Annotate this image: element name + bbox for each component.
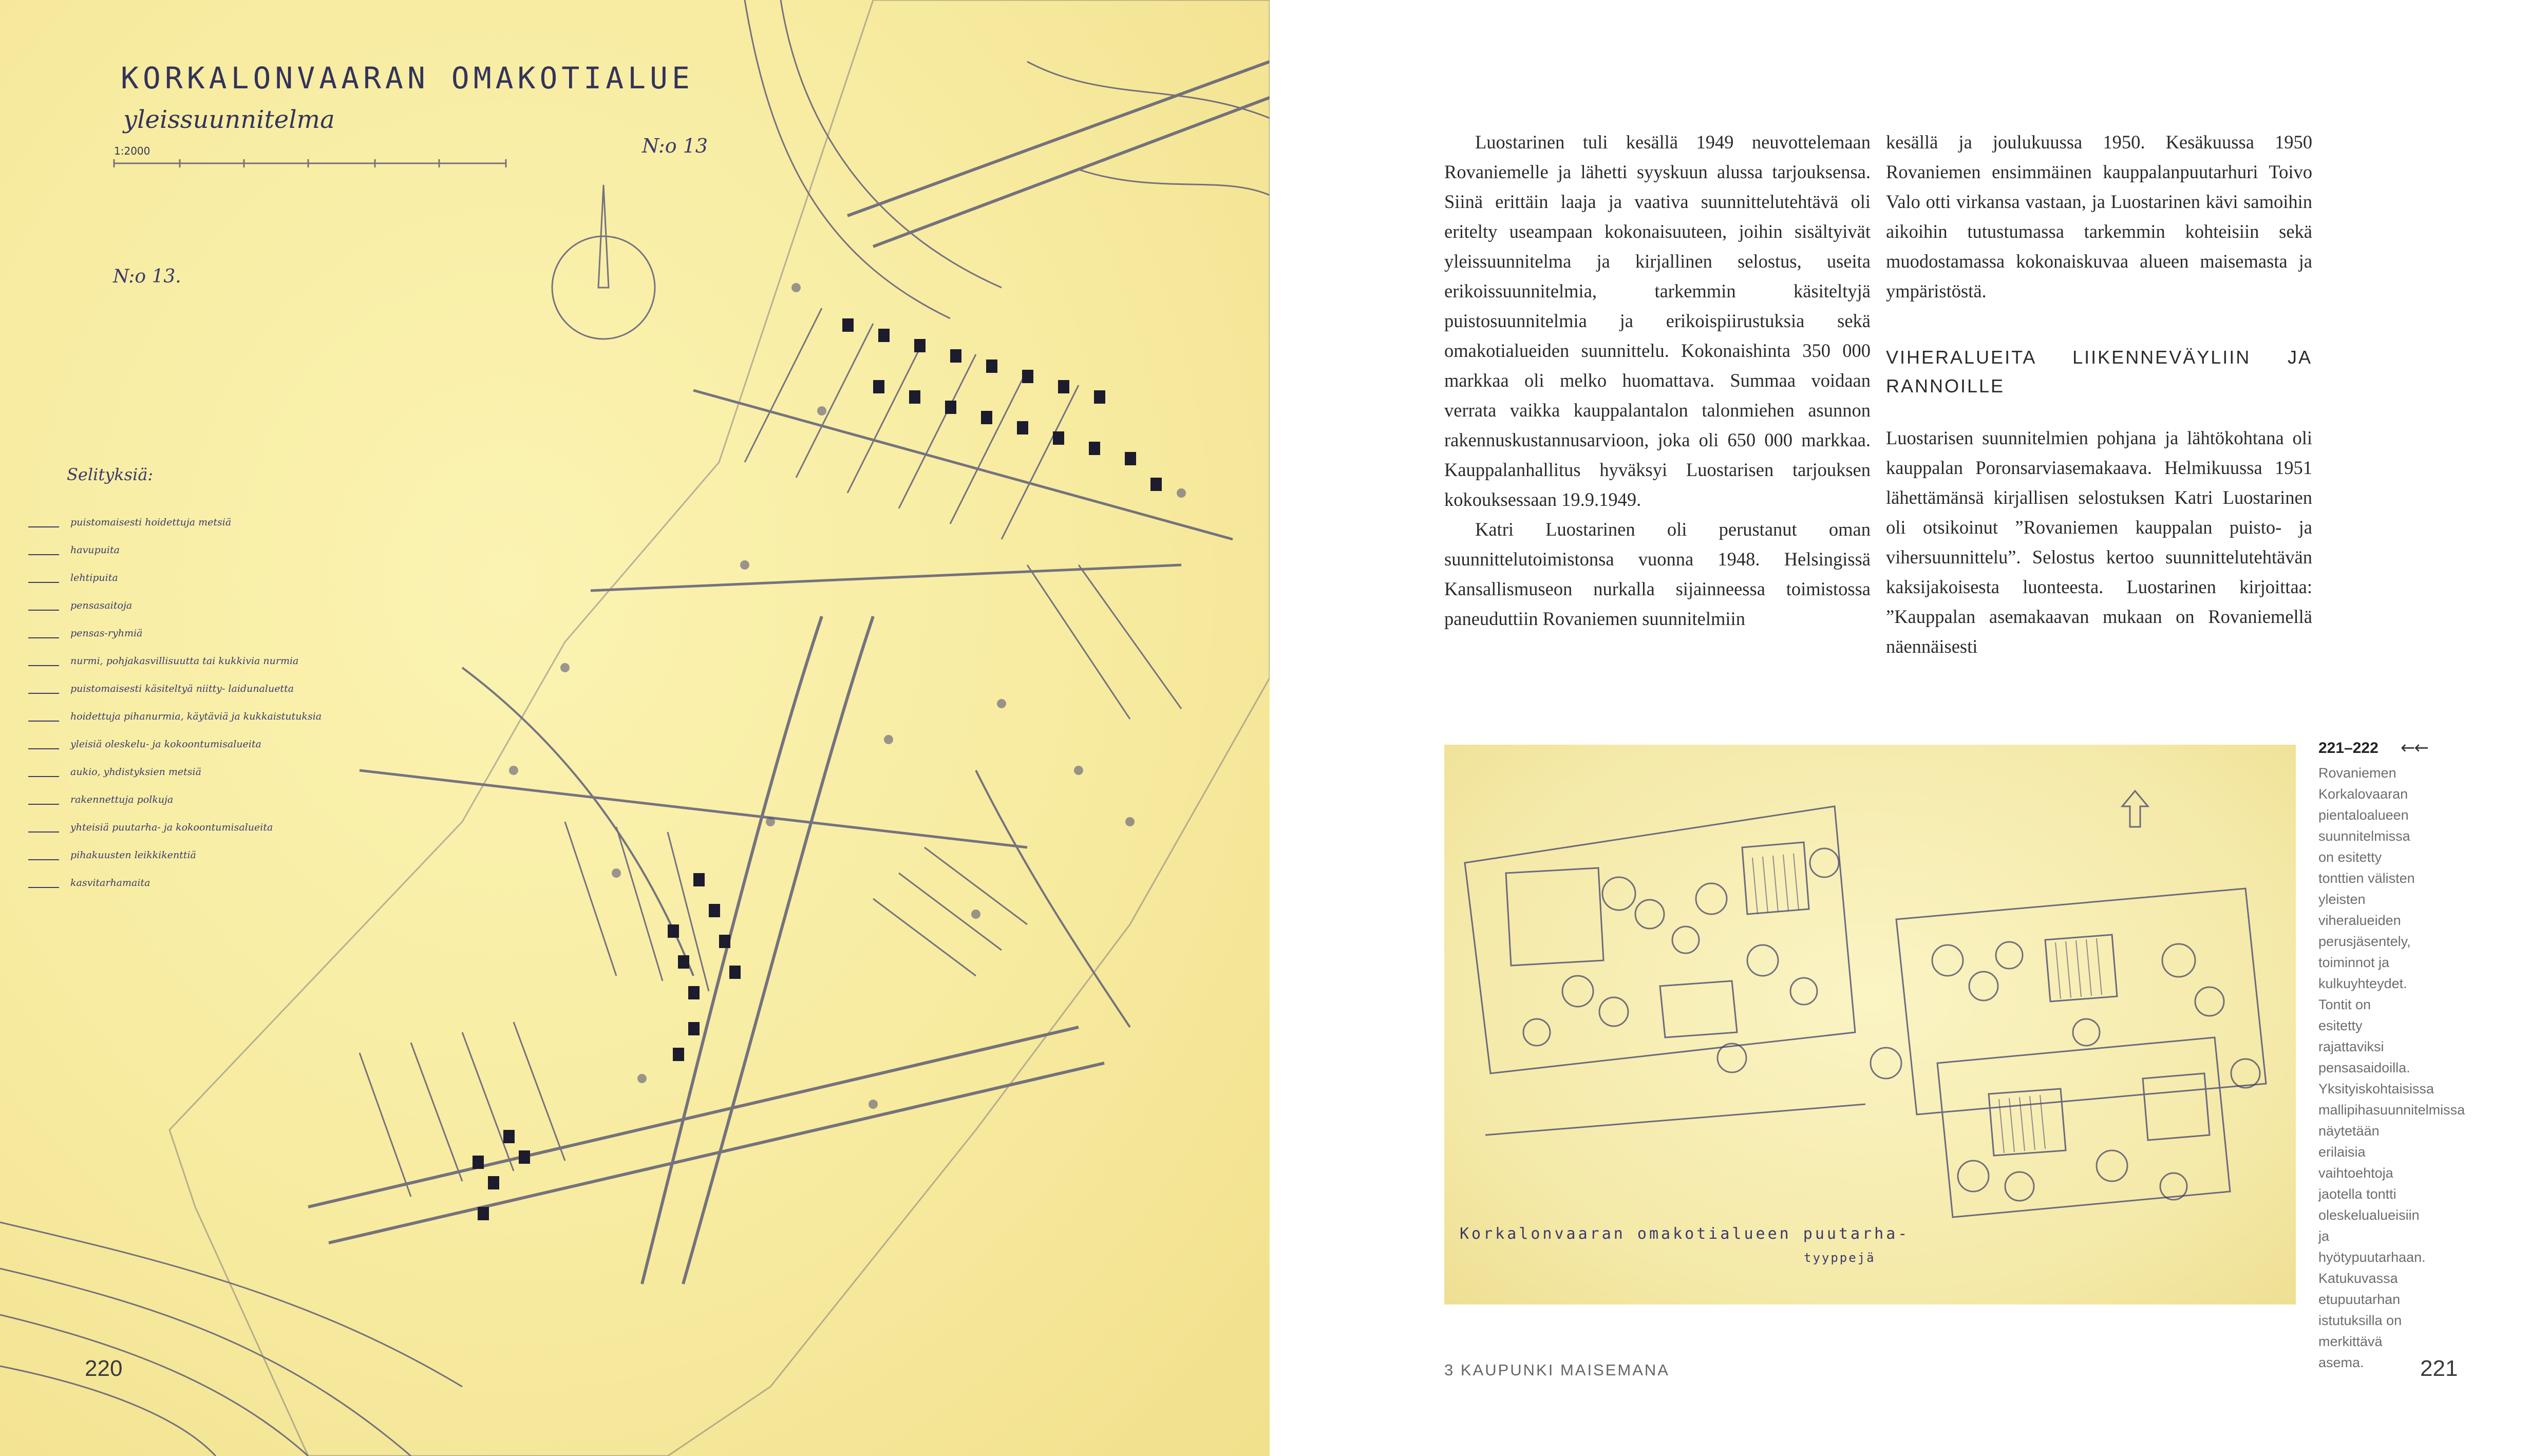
legend-item: pihakuusten leikkikenttiä bbox=[28, 841, 439, 869]
paragraph: Luostarinen tuli kesällä 1949 neuvottelemaan Rovaniemelle ja lähetti syyskuun alussa tarjouksensa. Siinä erittäin laaja ja vaativa suunnittelutehtävä oli eritelty useampaan kokonaisuuteen, joihin sisältyivät yleissuunnitelma ja kirjallinen selostus, useita erikoissuunnitelmia, tarkemmin käsiteltyjä puistosuunnitelmia ja erikoispiirustuksia sekä omakotialueiden suunnittelu. Kokonaishinta 350 000 markkaa oli melko huomattava. Summaa voidaan verrata vaikka kauppalantalon talonmiehen asunnon rakennuskustannusarvioon, joka oli 650 000 markkaa. Kauppalanhallitus hyväksyi Luostarisen tarjouksen kokouksessaan 19.9.1949. bbox=[1444, 131, 1871, 510]
legend-symbol bbox=[28, 878, 59, 888]
running-footer: 3 KAUPUNKI MAISEMANA bbox=[1444, 1361, 1670, 1379]
left-arrows-icon: ←← bbox=[2401, 738, 2428, 758]
figure-caption: Rovaniemen Korkalovaaran pientaloalueen suunnitelmissa on esitetty tonttien välisten yleisten viheralueiden perusjäsentely, toiminnot ja kulkuyhteydet. Tontit on esitetty rajattaviksi pensasaidoilla. Yksityiskohtaisissa mallipihasuunnitelmissa näytetään erilaisia vaihtoehtoja jaotella tontti oleskelualueisiin ja hyötypuutarhaan. Katukuvassa etupuutarhan istutuksilla on merkittävä asema. bbox=[2318, 765, 2465, 1370]
page-number-right: 221 bbox=[2420, 1356, 2458, 1381]
garden-plan-drawing bbox=[1444, 745, 2296, 1304]
text-column-2 bbox=[1886, 127, 2312, 661]
legend-symbol bbox=[28, 656, 59, 666]
legend-item: pensas-ryhmiä bbox=[28, 619, 439, 647]
map-title: KORKALONVAARAN OMAKOTIALUE bbox=[121, 61, 694, 96]
legend-symbol bbox=[28, 850, 59, 860]
map-reference-number: N:o 13 bbox=[642, 135, 708, 157]
legend-title: Selityksiä: bbox=[67, 465, 154, 484]
legend-symbol bbox=[28, 573, 59, 583]
map-image bbox=[0, 0, 1270, 1456]
plan-subtitle: tyyppejä bbox=[1804, 1251, 1876, 1265]
page-number-left: 220 bbox=[85, 1356, 123, 1381]
legend-symbol bbox=[28, 517, 59, 527]
map-subtitle: yleissuunnitelma bbox=[123, 105, 335, 134]
map-reference-number: N:o 13. bbox=[113, 266, 181, 287]
legend-item: puistomaisesti käsiteltyä niitty- laidunaluetta bbox=[28, 675, 439, 703]
legend-item: yleisiä oleskelu- ja kokoontumisalueita bbox=[28, 730, 439, 758]
section-heading: VIHERALUEITA LIIKENNEVÄYLIIN JA RANNOILLE bbox=[1886, 347, 2312, 396]
legend-symbol bbox=[28, 822, 59, 833]
map-scale-label: 1:2000 bbox=[114, 145, 150, 157]
legend-symbol bbox=[28, 684, 59, 694]
legend-item: puistomaisesti hoidettuja metsiä bbox=[28, 508, 439, 536]
legend-symbol bbox=[28, 628, 59, 638]
legend-item: hoidettuja pihanurmia, käytäviä ja kukkaistutuksia bbox=[28, 703, 439, 730]
legend-item: havupuita bbox=[28, 536, 439, 564]
legend-symbol bbox=[28, 600, 59, 611]
legend-item: nurmi, pohjakasvillisuutta tai kukkivia nurmia bbox=[28, 647, 439, 675]
legend-item: aukio, yhdistyksien metsiä bbox=[28, 758, 439, 786]
text-column-1 bbox=[1444, 127, 1871, 634]
legend-item: yhteisiä puutarha- ja kokoontumisalueita bbox=[28, 814, 439, 841]
legend-item: kasvitarhamaita bbox=[28, 869, 439, 897]
plan-title: Korkalonvaaran omakotialueen puutarha- bbox=[1460, 1225, 1910, 1243]
paragraph: kesällä ja joulukuussa 1950. Kesäkuussa 1950 Rovaniemen ensimmäinen kauppalanpuutarhuri Toivo Valo otti virkansa vastaan, ja Luostarinen kävi samoihin aikoihin tutustumassa tarkemmin kohteisiin sekä muodostamassa kokonaiskuvaa alueen maisemasta ja ympäristöstä. bbox=[1886, 131, 2312, 301]
legend-item: rakennettuja polkuja bbox=[28, 786, 439, 814]
figure-number: 221–222 bbox=[2318, 740, 2379, 757]
legend-item: lehtipuita bbox=[28, 564, 439, 592]
legend-symbol bbox=[28, 767, 59, 777]
legend-symbol bbox=[28, 711, 59, 722]
legend bbox=[28, 508, 439, 897]
legend-symbol bbox=[28, 545, 59, 555]
paragraph: Luostarisen suunnitelmien pohjana ja lähtökohtana oli kauppalan Poronsarviasemakaava. Helmikuussa 1951 lähettämänsä kirjallisen selostuksen Katri Luostarinen oli otsikoinut ”Rovaniemen kauppalan puisto- ja vihersuunnittelu”. Selostus kertoo suunnittelutehtävän kaksijakoisesta luonteesta. Luostarinen kirjoittaa: ”Kauppalan asemakaavan mukaan on Rovaniemellä näennäisesti bbox=[1886, 427, 2312, 657]
garden-plan-image bbox=[1444, 745, 2296, 1304]
legend-item: pensasaitoja bbox=[28, 592, 439, 619]
legend-symbol bbox=[28, 739, 59, 749]
paragraph: Katri Luostarinen oli perustanut oman suunnittelutoimistonsa vuonna 1948. Helsingissä Kansallismuseon nurkalla sijainneessa toimistossa paneuduttiin Rovaniemen suunnitelmiin bbox=[1444, 519, 1871, 629]
legend-symbol bbox=[28, 795, 59, 805]
